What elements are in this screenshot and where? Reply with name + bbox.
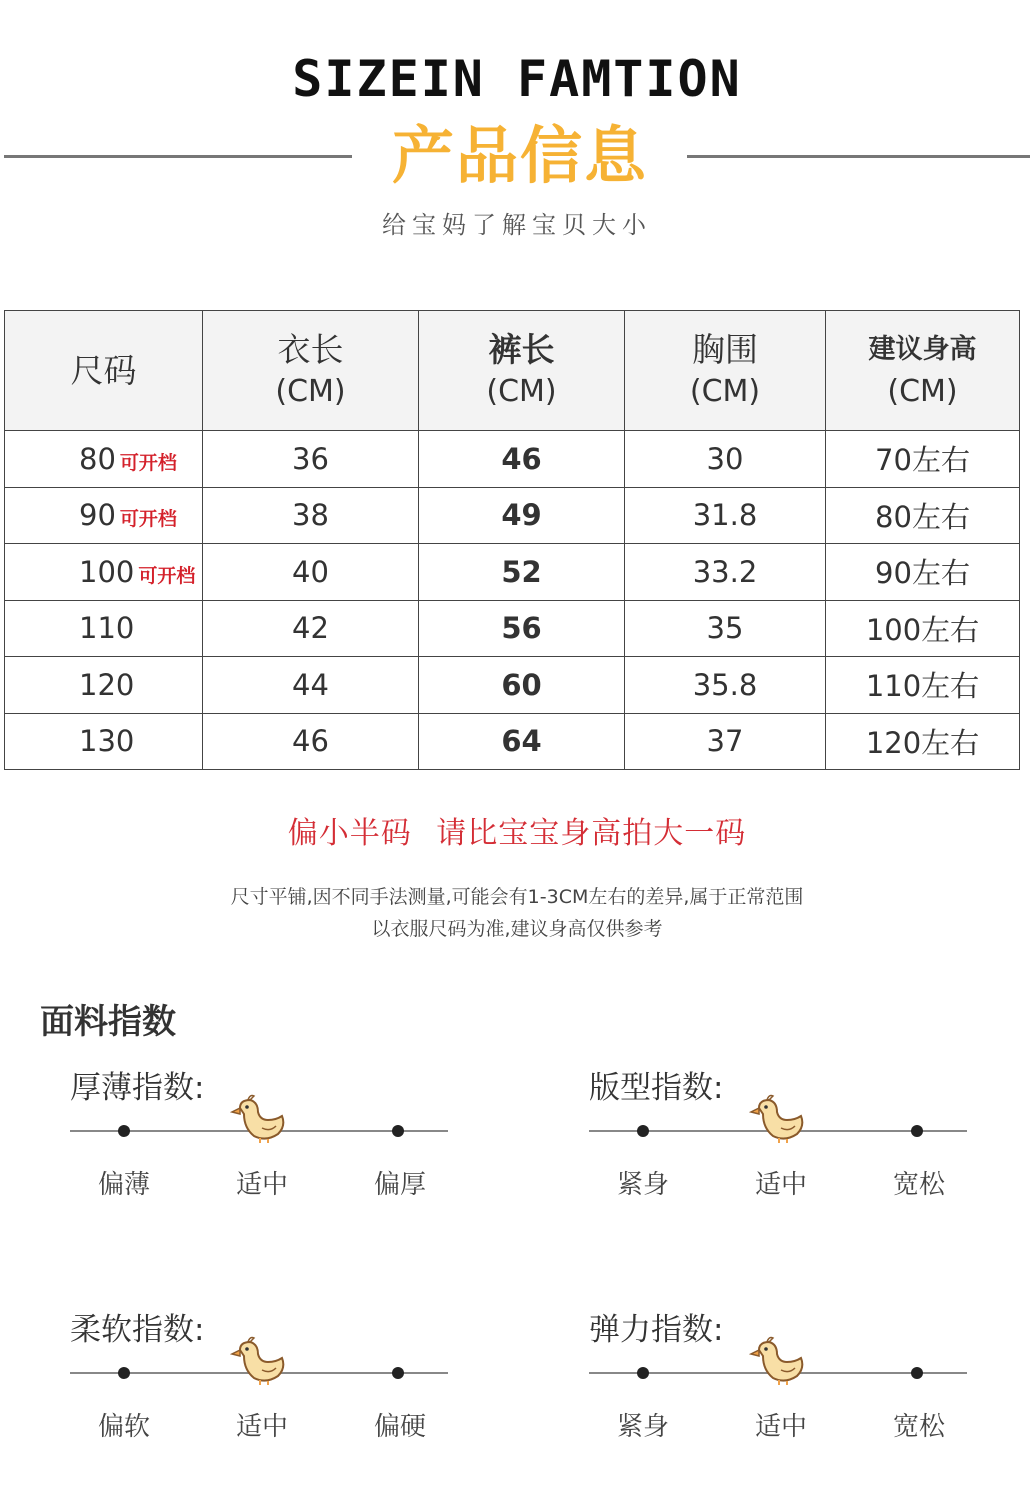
- scale-option: 偏薄: [97, 1170, 150, 1200]
- scale-option: 宽松: [892, 1170, 945, 1200]
- pants-cell: 52: [419, 544, 625, 601]
- duck-icon: [749, 1334, 809, 1386]
- scale-option-selected: 适中: [235, 1170, 288, 1200]
- scale-option: 紧身: [616, 1412, 669, 1442]
- title-row: [0, 116, 1034, 196]
- header-length: 衣长 (CM): [203, 311, 419, 431]
- index-label: 柔软指数:: [70, 1312, 205, 1348]
- height-cell: 90左右: [826, 544, 1020, 601]
- pants-cell: 64: [419, 713, 625, 770]
- fabric-index: [70, 1304, 470, 1444]
- scale-dot: [911, 1125, 923, 1137]
- scale-option: 偏厚: [373, 1170, 426, 1200]
- open-crotch-tag: 可开档: [138, 564, 196, 587]
- chest-cell: 35: [625, 600, 826, 657]
- pants-cell: 56: [419, 600, 625, 657]
- height-cell: 100左右: [826, 600, 1020, 657]
- page-subtitle: 给宝妈了解宝贝大小: [382, 211, 652, 239]
- pants-cell: 46: [419, 431, 625, 488]
- fabric-index: [589, 1304, 989, 1444]
- divider-left: [4, 155, 352, 158]
- duck-icon: [230, 1334, 290, 1386]
- table-row: [5, 600, 1020, 657]
- size-cell: 130: [5, 713, 203, 770]
- scale-option: 偏硬: [373, 1412, 426, 1442]
- scale-option: 偏软: [97, 1412, 150, 1442]
- size-cell: 100 可开档: [5, 544, 203, 601]
- scale-option-selected: 适中: [754, 1170, 807, 1200]
- open-crotch-tag: 可开档: [119, 451, 177, 474]
- header-size: 尺码: [5, 311, 203, 431]
- chest-cell: 35.8: [625, 657, 826, 714]
- scale-option: 宽松: [892, 1412, 945, 1442]
- height-cell: 110左右: [826, 657, 1020, 714]
- pants-cell: 49: [419, 487, 625, 544]
- length-cell: 46: [203, 713, 419, 770]
- table-header-row: [5, 311, 1020, 431]
- fabric-section-title: 面料指数: [40, 1002, 176, 1042]
- index-label: 厚薄指数:: [70, 1070, 205, 1106]
- table-row: [5, 657, 1020, 714]
- scale-dot: [392, 1367, 404, 1379]
- length-cell: 42: [203, 600, 419, 657]
- header-chest: 胸围 (CM): [625, 311, 826, 431]
- scale-dot: [637, 1125, 649, 1137]
- scale-dot: [392, 1125, 404, 1137]
- scale-option-selected: 适中: [754, 1412, 807, 1442]
- chest-cell: 37: [625, 713, 826, 770]
- height-cell: 70左右: [826, 431, 1020, 488]
- length-cell: 38: [203, 487, 419, 544]
- brand-name: SIZEIN FAMTION: [292, 50, 742, 108]
- fabric-index: [70, 1062, 470, 1202]
- size-cell: 110: [5, 600, 203, 657]
- size-cell: 80 可开档: [5, 431, 203, 488]
- chest-cell: 30: [625, 431, 826, 488]
- size-warning: 偏小半码 请比宝宝身高拍大一码: [287, 816, 747, 851]
- pants-cell: 60: [419, 657, 625, 714]
- scale-dot: [911, 1367, 923, 1379]
- size-cell: 120: [5, 657, 203, 714]
- length-cell: 44: [203, 657, 419, 714]
- table-row: [5, 544, 1020, 601]
- chest-cell: 31.8: [625, 487, 826, 544]
- open-crotch-tag: 可开档: [119, 508, 177, 531]
- height-cell: 80左右: [826, 487, 1020, 544]
- measure-note: 尺寸平铺,因不同手法测量,可能会有1-3CM左右的差异,属于正常范围: [230, 886, 804, 908]
- scale-option: 紧身: [616, 1170, 669, 1200]
- page-title: 产品信息: [391, 119, 648, 192]
- length-cell: 36: [203, 431, 419, 488]
- scale-option-selected: 适中: [235, 1412, 288, 1442]
- length-cell: 40: [203, 544, 419, 601]
- divider-right: [687, 155, 1030, 158]
- size-table: [4, 310, 1020, 770]
- index-label: 弹力指数:: [589, 1312, 724, 1348]
- chest-cell: 33.2: [625, 544, 826, 601]
- scale-dot: [118, 1367, 130, 1379]
- duck-icon: [230, 1092, 290, 1144]
- reference-note: 以衣服尺码为准,建议身高仅供参考: [371, 918, 663, 940]
- fabric-index: [589, 1062, 989, 1202]
- height-cell: 120左右: [826, 713, 1020, 770]
- index-label: 版型指数:: [589, 1070, 724, 1106]
- table-row: [5, 713, 1020, 770]
- scale-dot: [637, 1367, 649, 1379]
- header-pants: 裤长 (CM): [419, 311, 625, 431]
- size-cell: 90 可开档: [5, 487, 203, 544]
- table-row: [5, 487, 1020, 544]
- scale-dot: [118, 1125, 130, 1137]
- header-height: 建议身高 (CM): [826, 311, 1020, 431]
- duck-icon: [749, 1092, 809, 1144]
- table-row: [5, 431, 1020, 488]
